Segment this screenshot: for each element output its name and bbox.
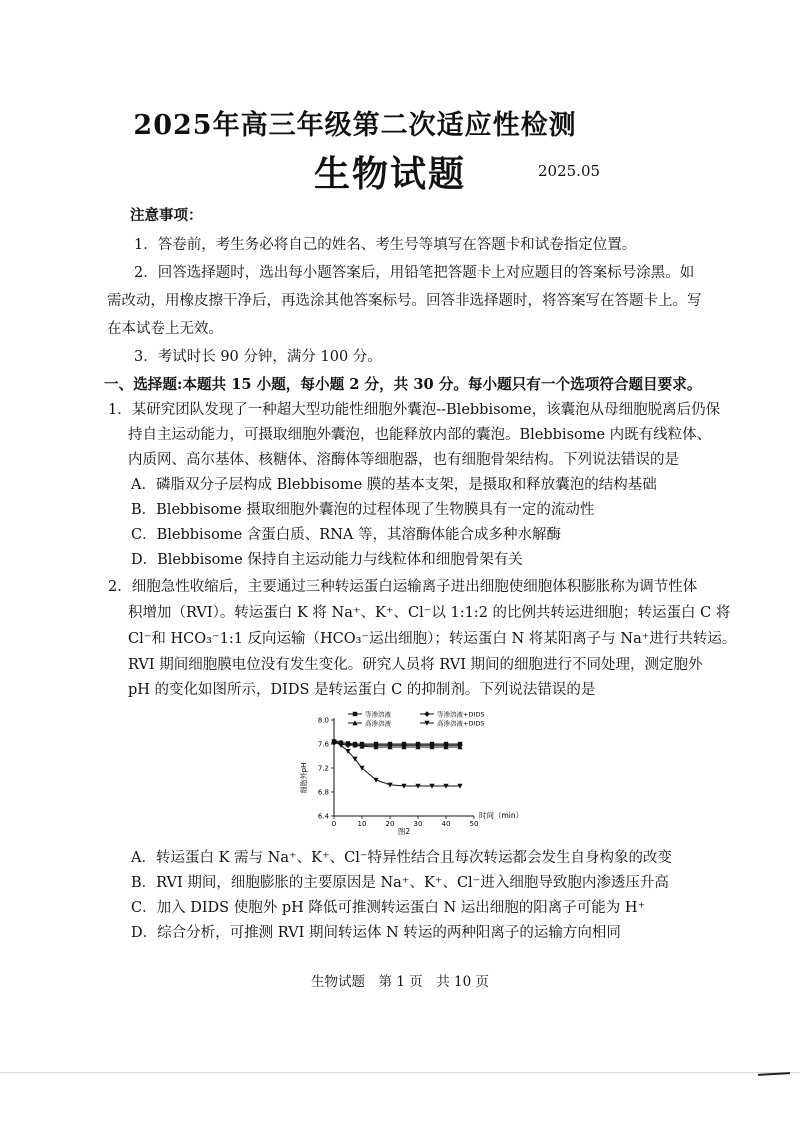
exam-title: 2025年高三年级第二次适应性检测 [133, 110, 577, 141]
x-axis-label: 时间（min） [479, 811, 524, 820]
y-tick-label: 8.0 [317, 716, 329, 725]
legend-label: 高渗溶液 [365, 719, 391, 728]
data-point [353, 712, 357, 716]
option-a: A．磷脂双分子层构成 Blebbisome 膜的基本支架，是摄取和释放囊泡的结构基础 [131, 477, 657, 493]
section-heading: 一、选择题:本题共 15 小题，每小题 2 分，共 30 分。每小题只有一个选项符合题目要求。 [104, 376, 702, 393]
subject-title: 生物试题 [313, 153, 466, 195]
y-tick-label: 6.4 [317, 812, 329, 821]
question-stem-line: 持自主运动能力，可摄取细胞外囊泡，也能释放内部的囊泡。Blebbisome 内既有线粒体、 [128, 427, 712, 443]
question-stem-line: 2．细胞急性收缩后，主要通过三种转运蛋白运输离子进出细胞使细胞体积膨胀称为调节性体 [108, 579, 698, 595]
y-axis-label: 细胞外pH [300, 762, 308, 794]
figure-caption: 图2 [397, 827, 411, 836]
notice-line: 在本试卷上无效。 [107, 321, 223, 337]
notice-line: 2．回答选择题时，选出每小题答案后，用铅笔把答题卡上对应题目的答案标号涂黑。如 [134, 265, 695, 281]
y-tick-label: 7.2 [317, 764, 329, 773]
ph-chart [296, 708, 524, 838]
page-footer: 生物试题 第 1 页 共 10 页 [311, 974, 489, 990]
x-tick-label: 10 [357, 820, 367, 828]
legend-label: 等渗溶液 [365, 710, 391, 719]
scan-mark [758, 1072, 790, 1076]
question-stem-line: pH 的变化如图所示，DIDS 是转运蛋白 C 的抑制剂。下列说法错误的是 [128, 682, 596, 698]
legend-label: 高渗溶液+DIDS [437, 719, 485, 728]
option-d: D．综合分析，可推测 RVI 期间转运体 N 转运的两种阳离子的运输方向相同 [131, 925, 621, 941]
option-b: B．Blebbisome 摄取细胞外囊泡的过程体现了生物膜具有一定的流动性 [131, 502, 595, 518]
exam-date: 2025.05 [538, 162, 601, 180]
x-tick-label: 30 [413, 820, 423, 828]
question-stem-line: RVI 期间细胞膜电位没有发生变化。研究人员将 RVI 期间的细胞进行不同处理，测定胞外 [128, 657, 703, 673]
x-tick-label: 20 [385, 820, 395, 828]
question-stem-line: 积增加（RVI）。转运蛋白 K 将 Na⁺、K⁺、Cl⁻以 1:1:2 的比例共转运进细胞；转运蛋白 C 将 [128, 605, 731, 621]
question-stem-line: 内质网、高尔基体、核糖体、溶酶体等细胞器，也有细胞骨架结构。下列说法错误的是 [128, 452, 679, 468]
option-a: A．转运蛋白 K 需与 Na⁺、K⁺、Cl⁻特异性结合且每次转运都会发生自身构象的改变 [131, 850, 672, 866]
series-line [334, 742, 460, 786]
y-tick-label: 7.6 [317, 740, 329, 749]
legend-label: 等渗溶液+DIDS [437, 710, 485, 719]
option-c: C．Blebbisome 含蛋白质、RNA 等，其溶酶体能合成多种水解酶 [131, 527, 561, 543]
x-tick-label: 40 [441, 820, 451, 828]
data-point [424, 711, 430, 717]
x-tick-label: 50 [469, 820, 479, 828]
option-b: B．RVI 期间，细胞膨胀的主要原因是 Na⁺、K⁺、Cl⁻进入细胞导致胞内渗透压升高 [131, 875, 669, 891]
notice-line: 1．答卷前，考生务必将自己的姓名、考生号等填写在答题卡和试卷指定位置。 [134, 237, 637, 253]
option-c: C．加入 DIDS 使胞外 pH 降低可推测转运蛋白 N 运出细胞的阳离子可能为 H⁺ [131, 900, 646, 916]
question-stem-line: 1．某研究团队发现了一种超大型功能性细胞外囊泡--Blebbisome，该囊泡从母细胞脱离后仍保 [108, 402, 721, 418]
option-d: D．Blebbisome 保持自主运动能力与线粒体和细胞骨架有关 [131, 552, 523, 568]
ph-chart-svg [296, 708, 524, 838]
notice-line: 3．考试时长 90 分钟，满分 100 分。 [134, 349, 382, 365]
y-tick-label: 6.8 [317, 788, 329, 797]
notice-line: 需改动，用橡皮擦干净后，再选涂其他答案标号。回答非选择题时，将答案写在答题卡上。写 [107, 293, 702, 309]
x-tick-label: 0 [331, 820, 337, 828]
notice-heading: 注意事项： [130, 207, 203, 224]
question-stem-line: Cl⁻和 HCO₃⁻1:1 反向运输（HCO₃⁻运出细胞）；转运蛋白 N 将某阳离子与 Na⁺进行共转运。 [128, 631, 737, 647]
scan-edge-line [0, 1072, 800, 1073]
